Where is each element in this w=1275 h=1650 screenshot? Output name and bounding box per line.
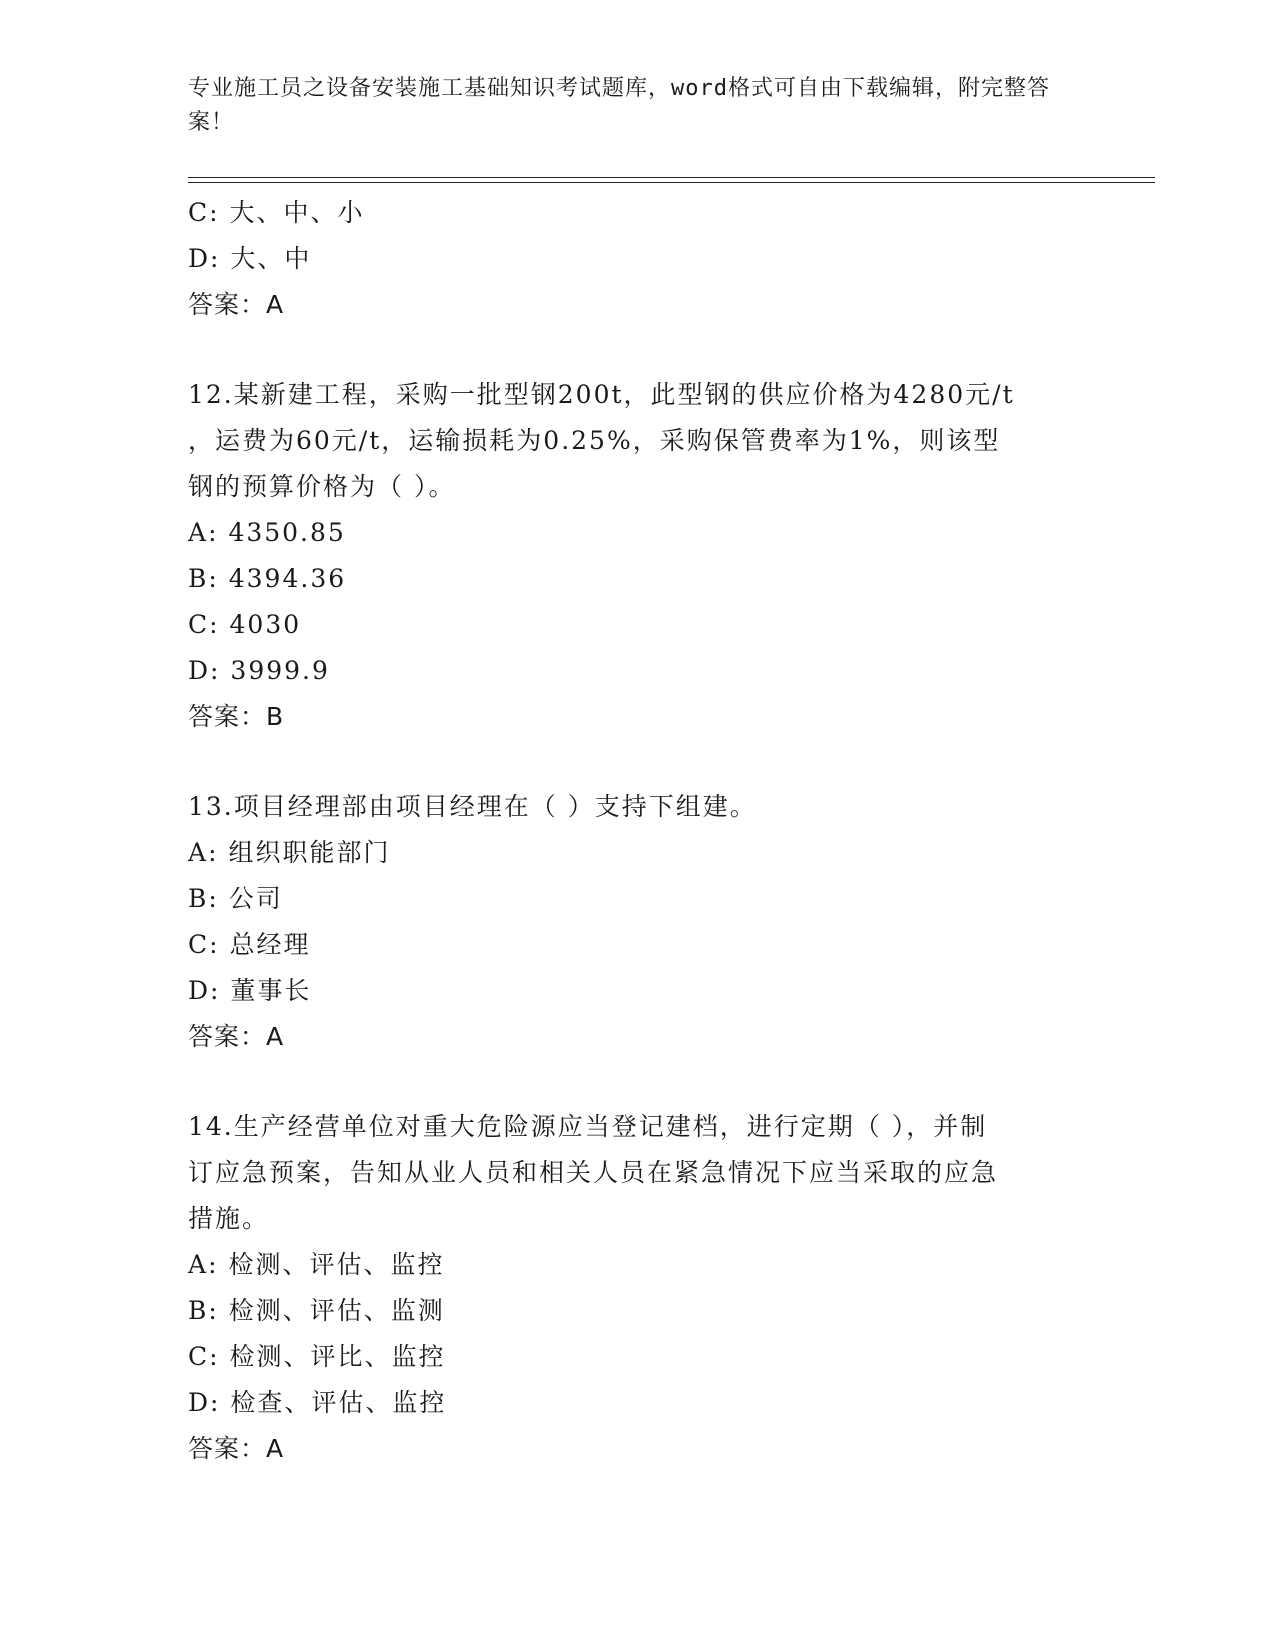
question-text-line: 13.项目经理部由项目经理在（ ）支持下组建。 <box>188 792 757 821</box>
option-d: D: 大、中 <box>188 244 312 273</box>
question-text-line: 14.生产经营单位对重大危险源应当登记建档，进行定期（ ），并制 <box>188 1112 988 1141</box>
question-text-line: 12.某新建工程，采购一批型钢200t，此型钢的供应价格为4280元/t <box>188 380 1015 409</box>
question-text-line: 措施。 <box>188 1204 270 1233</box>
option-b: B: 检测、评估、监测 <box>188 1296 445 1325</box>
option-c: C: 总经理 <box>188 930 311 959</box>
question-12 <box>188 372 1088 740</box>
option-a: A: 检测、评估、监控 <box>188 1250 445 1279</box>
question-13 <box>188 784 1088 1060</box>
option-c: C: 4030 <box>188 610 302 639</box>
question-text-line: ，运费为60元/t，运输损耗为0.25%，采购保管费率为1%，则该型 <box>188 426 1001 455</box>
answer-line: 答案：A <box>188 1434 285 1463</box>
answer-line: 答案：A <box>188 1022 285 1051</box>
option-a: A: 4350.85 <box>188 518 346 547</box>
header-rule-bottom <box>188 182 1155 183</box>
option-b: B: 公司 <box>188 884 283 913</box>
option-b: B: 4394.36 <box>188 564 347 593</box>
header-rule-top <box>188 177 1155 178</box>
page-header: 专业施工员之设备安装施工基础知识考试题库，word格式可自由下载编辑，附完整答案！ <box>188 76 1050 135</box>
option-c: C: 检测、评比、监控 <box>188 1342 446 1371</box>
answer-line: 答案：A <box>188 290 285 319</box>
option-a: A: 组织职能部门 <box>188 838 391 867</box>
question-14 <box>188 1104 1088 1472</box>
question-content <box>188 190 1088 1472</box>
answer-line: 答案：B <box>188 702 285 731</box>
option-c: C: 大、中、小 <box>188 198 365 227</box>
option-d: D: 3999.9 <box>188 656 330 685</box>
question-text-line: 订应急预案，告知从业人员和相关人员在紧急情况下应当采取的应急 <box>188 1158 999 1187</box>
option-d: D: 董事长 <box>188 976 312 1005</box>
option-d: D: 检查、评估、监控 <box>188 1388 447 1417</box>
question-text-line: 钢的预算价格为（ ）。 <box>188 472 456 501</box>
